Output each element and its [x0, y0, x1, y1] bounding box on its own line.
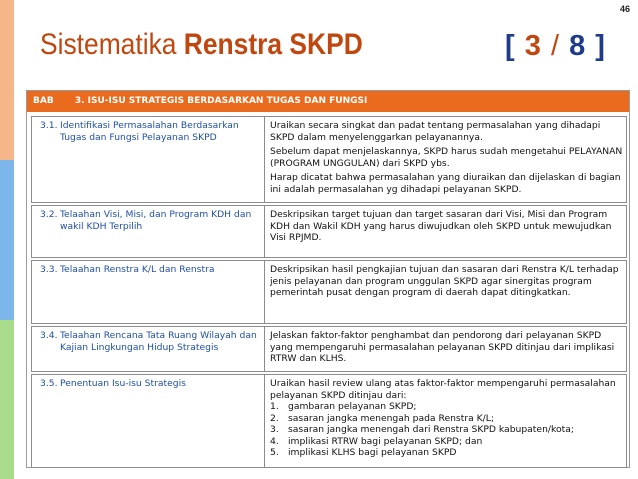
list-item-number: 3.: [270, 424, 279, 435]
table-header-label: BAB: [33, 96, 54, 106]
side-bar-segment-orange: [0, 0, 14, 160]
row-description: [270, 264, 624, 299]
column-divider: [264, 261, 265, 323]
table-row: [31, 326, 627, 372]
description-paragraph: Sebelum dapat menjelaskannya, SKPD harus sudah mengetahui PELAYANAN (PROGRAM UNGGULAN) dari SKPD ybs.: [270, 146, 623, 169]
table-row: [31, 374, 627, 468]
table-row: [31, 260, 627, 324]
table-row: [31, 205, 627, 258]
table-header-title: 3. ISU-ISU STRATEGIS BERDASARKAN TUGAS DAN FUNGSI: [74, 96, 368, 106]
content-table: [26, 90, 630, 468]
title-part-2: Renstra SKPD: [183, 28, 363, 61]
side-bar-segment-green: [0, 320, 14, 479]
description-paragraph: Uraikan secara singkat dan padat tentang permasalahan yang dihadapi SKPD dalam menyelenggarkan pelayanannya.: [270, 120, 601, 143]
row-description: [270, 120, 624, 195]
list-item-text: sasaran jangka menengah dari Renstra SKPD kabupaten/kota;: [288, 424, 574, 435]
side-bar-segment-blue: [0, 160, 14, 320]
fraction-close-bracket: ]: [595, 30, 606, 62]
row-number: 3.1.: [40, 120, 58, 131]
row-topic: Telaahan Visi, Misi, dan Program KDH dan wakil KDH Terpilih: [60, 209, 252, 232]
title-part-1: Sistematika: [40, 28, 177, 61]
row-topic: Identifikasi Permasalahan Berdasarkan Tugas dan Fungsi Pelayanan SKPD: [60, 120, 239, 143]
fraction-open-bracket: [: [505, 30, 516, 62]
table-row: [31, 116, 627, 203]
list-item-text: gambaran pelayanan SKPD;: [288, 401, 417, 412]
description-paragraph: Deskripsikan target tujuan dan target sasaran dari Visi, Misi dan Program KDH dan Wakil KDH yang harus diwujudkan oleh SKPD untuk mewujudkan Visi RPJMD.: [270, 209, 612, 243]
column-divider: [264, 375, 265, 467]
row-topic: Telaahan Renstra K/L dan Renstra: [60, 264, 215, 275]
row-description: [270, 378, 624, 459]
row-number: 3.3.: [40, 264, 58, 275]
row-topic: Telaahan Rencana Tata Ruang Wilayah dan Kajian Lingkungan Hidup Strategis: [60, 330, 257, 353]
row-number: 3.5.: [40, 378, 58, 389]
description-paragraph: Harap dicatat bahwa permasalahan yang diuraikan dan dijelaskan di bagian ini adalah permasalahan yg dihadapi pelayanan SKPD.: [270, 172, 621, 195]
fraction-total: 8: [569, 30, 587, 62]
list-item-number: 5.: [270, 447, 279, 458]
description-list-item: [270, 401, 624, 413]
description-list-item: [270, 447, 624, 459]
fraction-separator: /: [550, 30, 560, 62]
page-title: [40, 28, 550, 74]
row-topic: Penentuan Isu-isu Strategis: [60, 378, 186, 389]
fraction-current: 3: [524, 30, 542, 62]
row-number: 3.2.: [40, 209, 58, 220]
list-item-text: implikasi RTRW bagi pelayanan SKPD; dan: [288, 435, 483, 447]
list-item-number: 2.: [270, 412, 279, 424]
column-divider: [264, 117, 265, 202]
list-item-number: 4.: [270, 435, 279, 447]
list-item-text: implikasi KLHS bagi pelayanan SKPD: [288, 447, 457, 458]
row-description: [270, 330, 624, 365]
description-paragraph: Jelaskan faktor-faktor penghambat dan pendorong dari pelayanan SKPD yang mempengaruhi permasalahan pelayanan SKPD ditinjau dari implikasi RTRW dan KLHS.: [270, 330, 615, 364]
column-divider: [264, 206, 265, 257]
side-color-bar: [0, 0, 14, 479]
page-number: 46: [619, 4, 630, 14]
column-divider: [264, 327, 265, 371]
description-list: [270, 401, 624, 459]
slide-progress-indicator: [505, 30, 606, 63]
description-paragraph: Deskripsikan hasil pengkajian tujuan dan sasaran dari Renstra K/L terhadap jenis pelayanan dan program unggulan SKPD agar sinergitas program pemerintah pusat dengan program di daerah dapat ditingkatkan.: [270, 264, 619, 298]
description-paragraph: Uraikan hasil review ulang atas faktor-faktor mempengaruhi permasalahan pelayanan SKPD ditinjau dari:: [270, 378, 616, 401]
table-header: [27, 91, 629, 112]
description-list-item: [270, 424, 624, 436]
description-list-item: [270, 413, 624, 425]
description-list-item: [270, 436, 624, 448]
row-number: 3.4.: [40, 330, 58, 341]
row-description: [270, 209, 624, 244]
list-item-text: sasaran jangka menengah pada Renstra K/L;: [288, 412, 494, 424]
list-item-number: 1.: [270, 401, 279, 412]
